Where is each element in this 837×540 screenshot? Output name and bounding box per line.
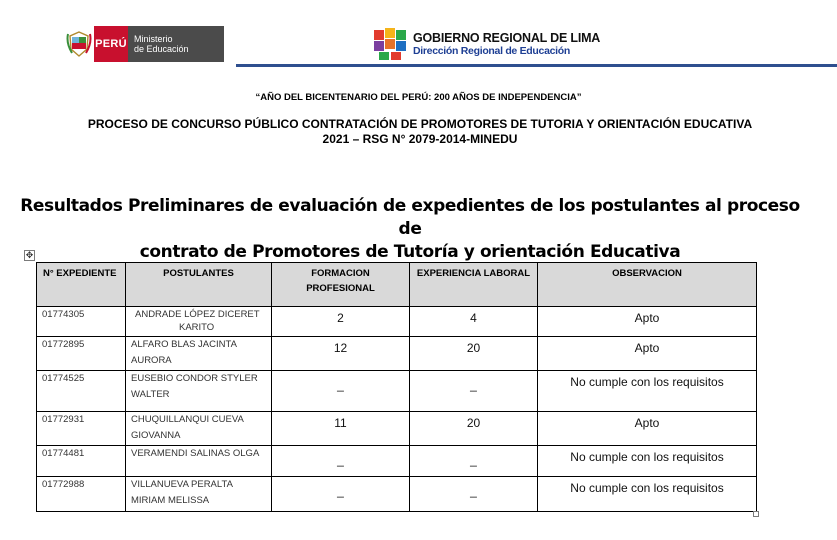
header-divider	[236, 64, 837, 67]
table-header-row	[37, 263, 757, 307]
process-title	[30, 117, 810, 147]
header-formacion-line-1: FORMACION	[311, 268, 370, 279]
cell-expediente: 01772988	[37, 477, 126, 512]
cell-postulante	[126, 477, 272, 512]
cell-expediente: 01774481	[37, 446, 126, 477]
cell-observacion: Apto	[538, 307, 757, 337]
cell-experiencia: 20	[410, 337, 538, 371]
postulante-line-1: ALFARO BLAS JACINTA	[131, 339, 237, 350]
cell-formacion: 11	[272, 412, 410, 446]
cell-postulante	[126, 337, 272, 371]
postulante-line-2: WALTER	[131, 389, 170, 400]
table-row	[37, 337, 757, 371]
minedu-logo	[64, 26, 224, 62]
cell-observacion: Apto	[538, 337, 757, 371]
postulante-line-1: CHUQUILLANQUI CUEVA	[131, 414, 244, 425]
cell-postulante	[126, 412, 272, 446]
cell-formacion: _	[272, 477, 410, 512]
table-row	[37, 446, 757, 477]
results-table	[36, 262, 757, 512]
cell-formacion: 2	[272, 307, 410, 337]
table-row	[37, 412, 757, 446]
gore-title: GOBIERNO REGIONAL DE LIMA	[413, 30, 601, 45]
cell-experiencia: _	[410, 477, 538, 512]
year-slogan: “AÑO DEL BICENTENARIO DEL PERÚ: 200 AÑOS DE INDEPENDENCIA”	[255, 92, 582, 103]
cell-expediente: 01774525	[37, 371, 126, 412]
postulante-line-1: ANDRADE LÓPEZ DICERET	[135, 309, 260, 320]
results-heading	[20, 195, 800, 264]
header-formacion-line-2: PROFESIONAL	[306, 283, 375, 294]
cell-experiencia: _	[410, 371, 538, 412]
cell-formacion: 12	[272, 337, 410, 371]
postulante-line-2: KARITO	[179, 322, 215, 333]
postulante-line-1: VERAMENDI SALINAS OLGA	[131, 448, 260, 459]
gore-emblem-icon	[373, 27, 407, 61]
cell-observacion: Apto	[538, 412, 757, 446]
ministry-label	[128, 26, 224, 62]
postulante-line-2: MIRIAM MELISSA	[131, 495, 210, 506]
cell-expediente: 01772931	[37, 412, 126, 446]
cell-postulante	[126, 371, 272, 412]
cell-postulante	[126, 446, 272, 477]
ministry-line-1: Ministerio	[134, 34, 173, 44]
gore-logo	[373, 26, 600, 62]
table-move-handle-icon[interactable]: ✥	[25, 250, 34, 260]
cell-formacion: _	[272, 371, 410, 412]
results-heading-line-2: contrato de Promotores de Tutoría y orientación Educativa	[139, 242, 681, 262]
cell-formacion: _	[272, 446, 410, 477]
header-postulantes: POSTULANTES	[126, 263, 272, 307]
postulante-line-1: EUSEBIO CONDOR STYLER	[131, 373, 258, 384]
cell-postulante	[126, 307, 272, 337]
gore-subtitle: Dirección Regional de Educación	[413, 44, 570, 57]
peru-label: PERÚ	[94, 26, 128, 62]
postulante-line-2: GIOVANNA	[131, 430, 181, 441]
cell-expediente: 01774305	[37, 307, 126, 337]
results-heading-line-1: Resultados Preliminares de evaluación de expedientes de los postulantes al proceso de	[20, 196, 800, 239]
cell-observacion: No cumple con los requisitos	[538, 371, 757, 412]
header-expediente: N° EXPEDIENTE	[37, 263, 126, 307]
postulante-line-1: VILLANUEVA PERALTA	[131, 479, 233, 490]
cell-observacion: No cumple con los requisitos	[538, 477, 757, 512]
header-formacion	[272, 263, 410, 307]
cell-experiencia: 20	[410, 412, 538, 446]
table-row	[37, 371, 757, 412]
process-title-line-2: 2021 – RSG N° 2079-2014-MINEDU	[322, 132, 518, 146]
header-experiencia: EXPERIENCIA LABORAL	[410, 263, 538, 307]
ministry-line-2: de Educación	[134, 44, 189, 54]
cell-experiencia: 4	[410, 307, 538, 337]
peru-coat-of-arms-icon	[64, 26, 94, 62]
table-row	[37, 307, 757, 337]
cell-observacion: No cumple con los requisitos	[538, 446, 757, 477]
postulante-line-2: AURORA	[131, 355, 172, 366]
table-row	[37, 477, 757, 512]
process-title-line-1: PROCESO DE CONCURSO PÚBLICO CONTRATACIÓN DE PROMOTORES DE TUTORIA Y ORIENTACIÓN EDUCATIVA	[87, 117, 753, 131]
cell-experiencia: _	[410, 446, 538, 477]
header-observacion: OBSERVACION	[538, 263, 757, 307]
cell-expediente: 01772895	[37, 337, 126, 371]
table-resize-handle[interactable]	[753, 511, 759, 517]
